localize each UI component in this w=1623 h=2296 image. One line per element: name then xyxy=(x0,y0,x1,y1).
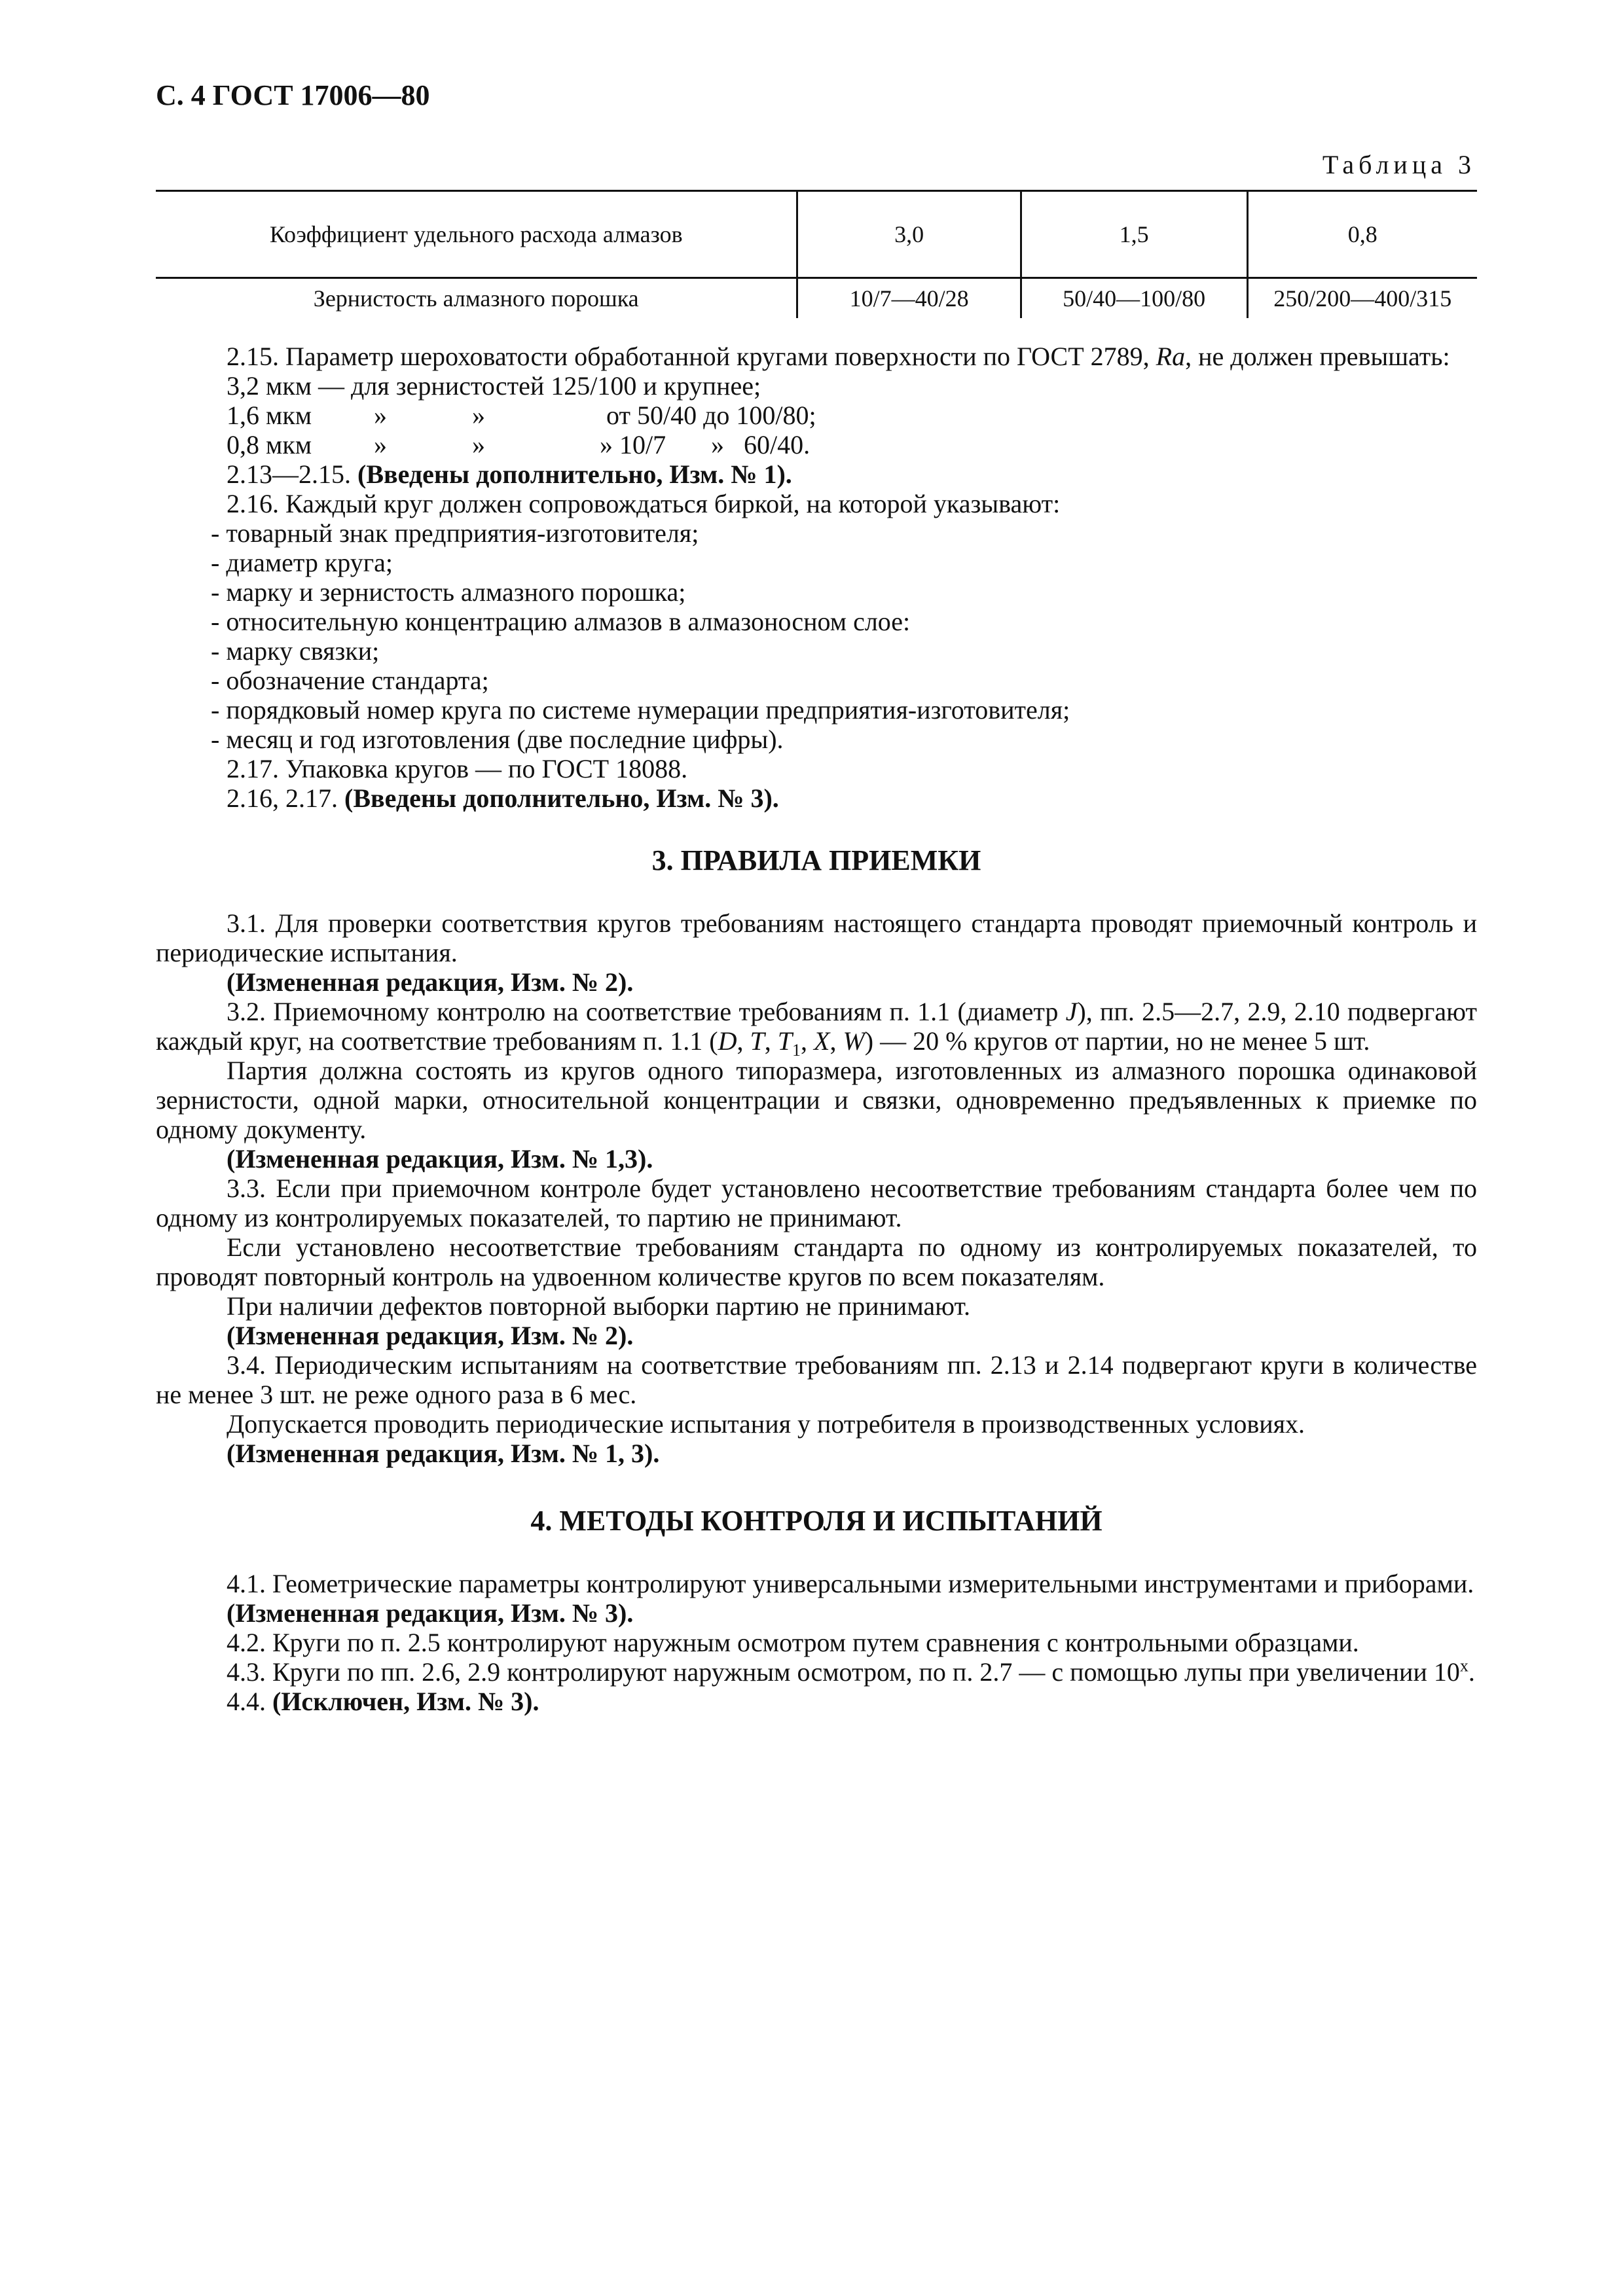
paragraph-4-2: 4.2. Круги по п. 2.5 контролируют наружным осмотром путем сравнения с контрольными образцами. xyxy=(227,1628,1359,1657)
list-item: - марку связки; xyxy=(211,636,380,666)
table-cell: Зернистость алмазного порошка xyxy=(313,285,639,312)
paragraph: Партия должна состоять из кругов одного типоразмера, изготовленных из алмазного порошка одинаковой зернистости, одной марки, относительной концентрации и связки, одновременно предъявленных к приемке по одному документу. xyxy=(156,1056,1477,1144)
table-cell: 10/7—40/28 xyxy=(797,278,1021,319)
table-row xyxy=(156,278,1477,319)
amendment-note: 2.16, 2.17. (Введены дополнительно, Изм. № 3). xyxy=(227,783,779,813)
list-item: - товарный знак предприятия-изготовителя; xyxy=(211,518,699,548)
paragraph-3-2: 3.2. Приемочному контролю на соответствие требованиям п. 1.1 (диаметр J), пп. 2.5—2.7, 2.9, 2.10 подвергают каждый круг, на соответствие требованиям п. 1.1 (D, T, $T_1$, X, W) — 20 % кругов от партии, но не менее 5 шт. xyxy=(156,997,1478,1060)
table-cell: Коэффициент удельного расхода алмазов xyxy=(156,191,797,278)
table-cell: 0,8 xyxy=(1247,191,1477,278)
list-item: - порядковый номер круга по системе нумерации предприятия-изготовителя; xyxy=(211,695,1070,725)
paragraph-4-3: 4.3. Круги по пп. 2.6, 2.9 контролируют наружным осмотром, по п. 2.7 — с помощью лупы при увеличении $10^х$. xyxy=(227,1656,1475,1687)
list-item: - марку и зернистость алмазного порошка; xyxy=(211,577,686,607)
amendment-note: 2.13—2.15. (Введены дополнительно, Изм. № 1). xyxy=(227,459,792,489)
amendment-note: (Измененная редакция, Изм. № 1,3). xyxy=(227,1144,653,1174)
table-row xyxy=(156,191,1477,278)
roughness-line-1: 3,2 мкм — для зернистостей 125/100 и крупнее; xyxy=(227,371,761,401)
paragraph-3-3: 3.3. Если при приемочном контроле будет установлено несоответствие требованиям стандарта более чем по одному из контролируемых показателей, то партию не принимают. xyxy=(156,1174,1477,1232)
table-cell: 50/40—100/80 xyxy=(1021,278,1247,319)
amendment-note: (Измененная редакция, Изм. № 2). xyxy=(227,967,634,997)
section-4-title: 4. МЕТОДЫ КОНТРОЛЯ И ИСПЫТАНИЙ xyxy=(530,1505,1103,1537)
table-caption: Таблица 3 xyxy=(1322,150,1476,179)
paragraph: Допускается проводить периодические испытания у потребителя в производственных условиях. xyxy=(227,1409,1305,1439)
list-item: - диаметр круга; xyxy=(211,548,393,577)
list-item: - месяц и год изготовления (две последние цифры). xyxy=(211,725,784,754)
document-body xyxy=(156,342,1477,1716)
paragraph-3-4: 3.4. Периодическим испытаниям на соответствие требованиям пп. 2.13 и 2.14 подвергают круги в количестве не менее 3 шт. не реже одного раза в 6 мес. xyxy=(156,1350,1477,1409)
list-item: - обозначение стандарта; xyxy=(211,666,489,695)
paragraph-2-15: 2.15. Параметр шероховатости обработанной кругами поверхности по ГОСТ 2789, Ra, не должен превышать: xyxy=(227,342,1450,371)
roughness-line-2: 1,6 мкм » » от 50/40 до 100/80; xyxy=(227,401,816,430)
paragraph-2-17: 2.17. Упаковка кругов — по ГОСТ 18088. xyxy=(227,754,688,783)
amendment-note: (Измененная редакция, Изм. № 1, 3). xyxy=(227,1439,660,1468)
section-3-title: 3. ПРАВИЛА ПРИЕМКИ xyxy=(651,844,981,876)
table-cell: 1,5 xyxy=(1021,191,1247,278)
roughness-line-3: 0,8 мкм » » » 10/7 » 60/40. xyxy=(227,430,811,459)
paragraph-4-4: 4.4. (Исключен, Изм. № 3). xyxy=(227,1687,539,1716)
amendment-note: (Измененная редакция, Изм. № 3). xyxy=(227,1598,634,1628)
list-item: - относительную концентрацию алмазов в алмазоносном слое: xyxy=(211,607,911,636)
amendment-note: (Измененная редакция, Изм. № 2). xyxy=(227,1321,634,1350)
table-cell: 250/200—400/315 xyxy=(1247,278,1477,319)
paragraph: При наличии дефектов повторной выборки партию не принимают. xyxy=(227,1291,970,1321)
table-cell: 3,0 xyxy=(797,191,1021,278)
paragraph-3-1: 3.1. Для проверки соответствия кругов требованиям настоящего стандарта проводят приемочный контроль и периодические испытания. xyxy=(156,908,1477,967)
paragraph: Если установлено несоответствие требованиям стандарта по одному из контролируемых показателей, то проводят повторный контроль на удвоенном количестве кругов по всем показателям. xyxy=(156,1232,1477,1291)
paragraph-4-1: 4.1. Геометрические параметры контролируют универсальными измерительными инструментами и приборами. xyxy=(227,1569,1474,1598)
table-3 xyxy=(156,190,1477,318)
paragraph-2-16: 2.16. Каждый круг должен сопровождаться биркой, на которой указывают: xyxy=(227,489,1061,518)
page-header: С. 4 ГОСТ 17006—80 xyxy=(156,79,430,111)
